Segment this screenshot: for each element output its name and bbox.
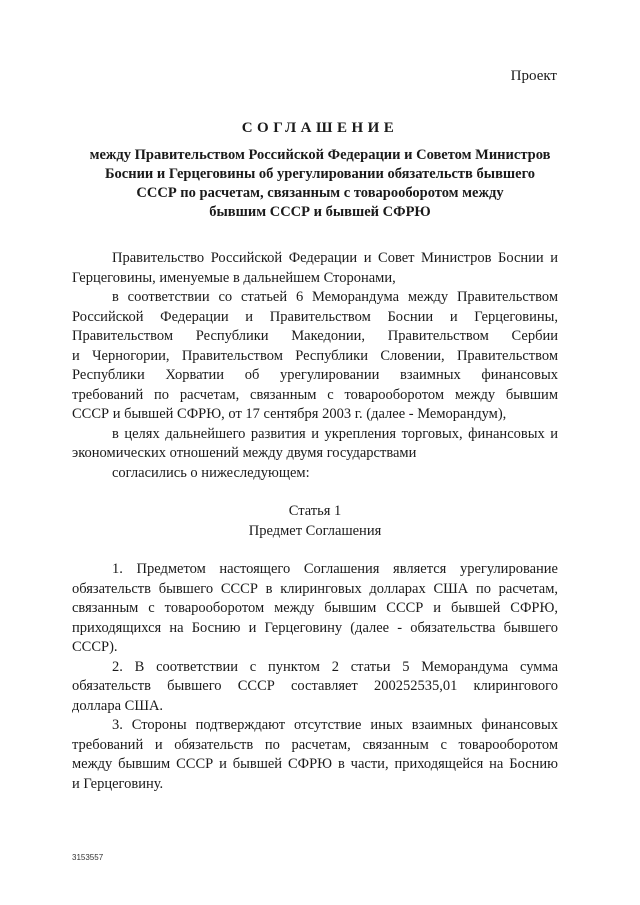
article-heading: Предмет Соглашения <box>248 522 382 539</box>
text-line: доллара США. <box>72 697 164 714</box>
subtitle-line: между Правительством Российской Федерации и Советом Министров <box>89 147 551 163</box>
document-title: СОГЛАШЕНИЕ <box>241 120 399 136</box>
text-line: согласились о нижеследующем: <box>112 464 310 481</box>
text-line: 1. Предметом настоящего Соглашения является урегулирование <box>112 561 558 577</box>
subtitle-line: Боснии и Герцеговины об урегулировании обязательств бывшего <box>104 166 536 182</box>
text-line: приходящихся на Боснию и Герцеговину (далее - обязательства бывшего <box>72 619 558 636</box>
subtitle-line: бывшим СССР и бывшей СФРЮ <box>209 204 431 220</box>
draft-label: Проект <box>510 68 557 84</box>
subtitle-line: СССР по расчетам, связанным с товарооборотом между <box>136 185 504 201</box>
text-line: Правительство Российской Федерации и Совет Министров Боснии и <box>112 250 558 266</box>
preamble-purpose <box>72 425 558 464</box>
text-line: Правительством Республики Македонии, Правительством Сербии <box>72 328 558 344</box>
text-line: в целях дальнейшего развития и укрепления торговых, финансовых и <box>112 425 558 442</box>
article-clause-1 <box>72 560 558 658</box>
article-number: Статья 1 <box>288 503 342 519</box>
text-line: Республики Хорватии об урегулировании взаимных финансовых <box>72 367 558 383</box>
text-line: требований по расчетам, связанным с товарооборотом между бывшим <box>72 386 558 403</box>
document-code: 3153557 <box>72 853 104 862</box>
text-line: и Герцеговину. <box>72 775 164 792</box>
text-line: связанным с товарооборотом между бывшим СССР и бывшей СФРЮ, <box>72 600 558 616</box>
preamble-basis <box>72 288 558 425</box>
article-clause-2 <box>72 658 558 717</box>
article-clause-3 <box>72 716 558 794</box>
preamble-parties <box>72 249 558 288</box>
text-line: экономических отношений между двумя государствами <box>72 445 417 461</box>
text-line: и Черногории, Правительством Республики Словении, Правительством <box>72 347 558 364</box>
text-line: обязательств бывшего СССР в клиринговых долларах США по расчетам, <box>72 580 558 597</box>
text-line: СССР и бывшей СФРЮ, от 17 сентября 2003 г. (далее - Меморандум), <box>72 406 507 422</box>
text-line: в соответствии со статьей 6 Меморандума между Правительством <box>112 289 558 305</box>
text-line: обязательств бывшего СССР составляет 200252535,01 клирингового <box>72 678 558 694</box>
document-subtitle <box>70 146 570 222</box>
text-line: 3. Стороны подтверждают отсутствие иных взаимных финансовых <box>112 717 558 733</box>
text-line: требований и обязательств по расчетам, связанным с товарооборотом <box>72 736 558 753</box>
document-body <box>72 249 558 794</box>
text-line: Российской Федерации и Правительством Боснии и Герцеговины, <box>72 308 558 325</box>
text-line: 2. В соответствии с пунктом 2 статьи 5 Меморандума сумма <box>112 658 558 675</box>
text-line: СССР). <box>72 639 118 655</box>
text-line: между бывшим СССР и бывшей СФРЮ в части, приходящейся на Боснию <box>72 756 558 772</box>
text-line: Герцеговины, именуемые в дальнейшем Сторонами, <box>72 269 396 286</box>
preamble-agreement <box>72 464 558 484</box>
